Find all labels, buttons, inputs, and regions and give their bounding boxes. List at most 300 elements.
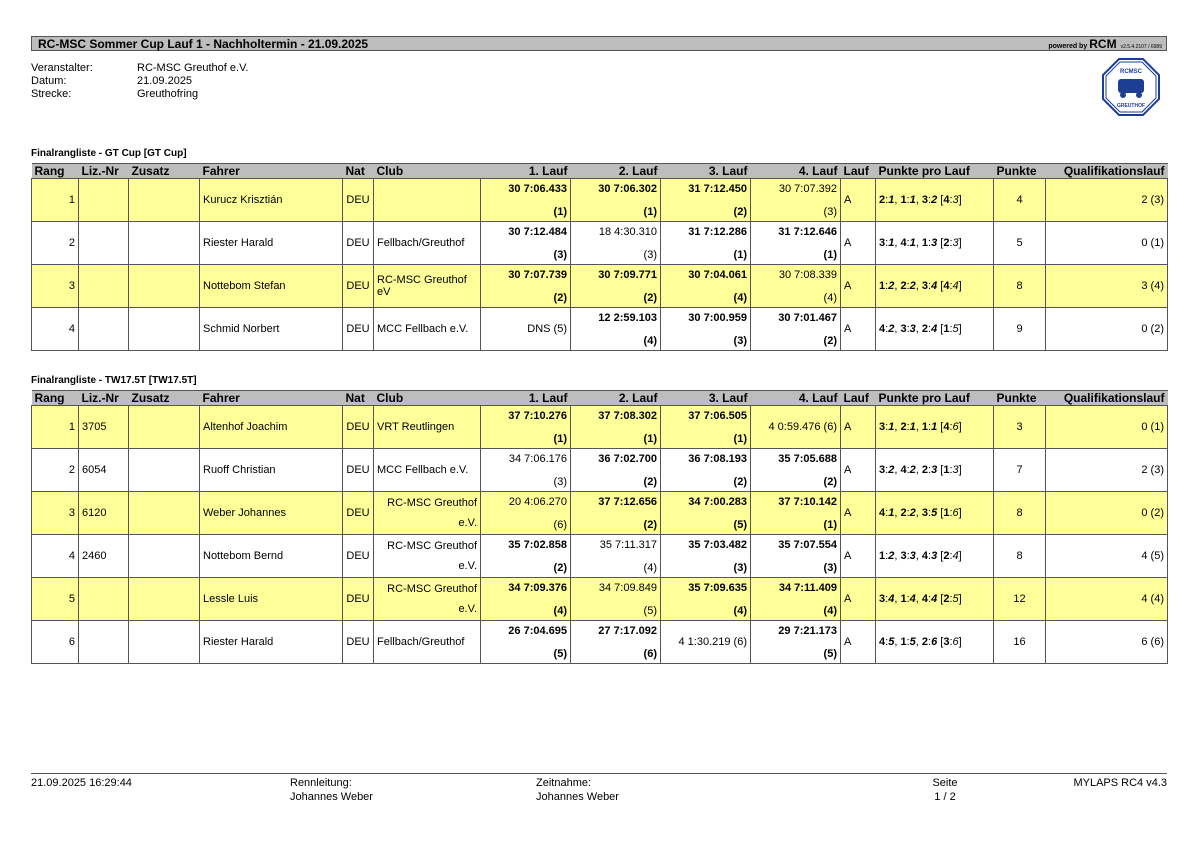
- page-footer: [31, 773, 1167, 803]
- meta-key: Strecke:: [31, 88, 72, 100]
- points-per-heat-text: 1:2, 3:3, 4:3 [2:4]: [879, 550, 962, 562]
- lap-time: 4 0:59.476 (6): [768, 421, 837, 433]
- table-row: [32, 449, 1168, 492]
- points-per-heat: [876, 308, 994, 351]
- lap-position: (3): [733, 335, 747, 347]
- lap-result: [571, 535, 661, 578]
- svg-text:RCMSC: RCMSC: [1120, 69, 1142, 75]
- car-icon: [1118, 79, 1144, 93]
- points-per-heat-text: 4:1, 2:2, 3:5 [1:6]: [879, 507, 962, 519]
- driver-name: Riester Harald: [200, 621, 343, 664]
- lap-position: (1): [553, 433, 567, 445]
- column-header: 2. Lauf: [571, 391, 661, 406]
- meta-value: RC-MSC Greuthof e.V.: [137, 62, 249, 74]
- page-title: RC-MSC Sommer Cup Lauf 1 - Nachholtermin - 21.09.2025: [38, 37, 369, 51]
- total-points: 9: [994, 308, 1046, 351]
- points-per-heat-text: 2:1, 1:1, 3:2 [4:3]: [879, 194, 962, 206]
- lap-position: (3): [643, 249, 657, 261]
- lap-time: 36 7:02.700: [598, 453, 657, 465]
- points-per-heat: [876, 406, 994, 449]
- lap-position: (2): [643, 519, 657, 531]
- lap-time: 30 7:01.467: [778, 312, 837, 324]
- lap-result: [481, 492, 571, 535]
- zusatz: [129, 308, 200, 351]
- meta-key: Datum:: [31, 75, 67, 87]
- total-points: 4: [994, 179, 1046, 222]
- print-timestamp: 21.09.2025 16:29:44: [31, 777, 132, 789]
- points-per-heat-text: 4:2, 3:3, 2:4 [1:5]: [879, 323, 962, 335]
- points-per-heat: [876, 492, 994, 535]
- lap-result: [481, 621, 571, 664]
- lap-result: [481, 222, 571, 265]
- driver-name: Lessle Luis: [200, 578, 343, 621]
- lap-position: (4): [553, 605, 567, 617]
- final-heat: A: [841, 308, 876, 351]
- driver-name: Weber Johannes: [200, 492, 343, 535]
- lap-time: 34 7:09.376: [508, 582, 567, 594]
- license-number: [79, 222, 129, 265]
- column-header: Club: [374, 391, 481, 406]
- license-number: [79, 621, 129, 664]
- column-header: Punkte pro Lauf: [876, 391, 994, 406]
- nationality: DEU: [343, 222, 374, 265]
- zeitnahme-label: Zeitnahme:: [536, 777, 592, 789]
- qualifying-result: 3 (4): [1046, 265, 1168, 308]
- total-points: 8: [994, 535, 1046, 578]
- meta-value: 21.09.2025: [137, 75, 193, 87]
- software-version: MYLAPS RC4 v4.3: [1073, 777, 1167, 789]
- seite-value: 1 / 2: [934, 791, 956, 803]
- lap-time: 37 7:06.505: [688, 410, 747, 422]
- lap-position: (4): [733, 605, 747, 617]
- rank: 2: [32, 449, 79, 492]
- column-header: 4. Lauf: [751, 391, 841, 406]
- lap-position: (2): [733, 206, 747, 218]
- zusatz: [129, 449, 200, 492]
- lap-time: 35 7:05.688: [778, 453, 837, 465]
- lap-time: 12 2:59.103: [598, 312, 657, 324]
- lap-position: (5): [733, 519, 747, 531]
- nationality: DEU: [343, 492, 374, 535]
- lap-position: (1): [733, 433, 747, 445]
- lap-result: [571, 578, 661, 621]
- points-per-heat-text: 3:1, 2:1, 1:1 [4:6]: [879, 421, 962, 433]
- points-per-heat: [876, 578, 994, 621]
- final-heat: A: [841, 222, 876, 265]
- nationality: DEU: [343, 621, 374, 664]
- lap-time: DNS (5): [527, 323, 567, 335]
- lap-result: [571, 621, 661, 664]
- zusatz: [129, 535, 200, 578]
- powered-by-label: powered by: [1048, 43, 1088, 50]
- table-row: [32, 308, 1168, 351]
- license-number: 6120: [79, 492, 129, 535]
- points-per-heat: [876, 222, 994, 265]
- points-per-heat-text: 3:2, 4:2, 2:3 [1:3]: [879, 464, 962, 476]
- column-header: Liz.-Nr: [79, 164, 129, 179]
- final-heat: A: [841, 265, 876, 308]
- rank: 1: [32, 406, 79, 449]
- final-heat: A: [841, 179, 876, 222]
- column-header: Punkte: [994, 164, 1046, 179]
- club: Fellbach/Greuthof: [374, 621, 481, 664]
- lap-result: [661, 222, 751, 265]
- club: MCC Fellbach e.V.: [374, 449, 481, 492]
- qualifying-result: 0 (1): [1046, 406, 1168, 449]
- license-number: [79, 578, 129, 621]
- table-header: [32, 391, 1168, 406]
- lap-position: (2): [823, 335, 837, 347]
- lap-time: 37 7:10.276: [508, 410, 567, 422]
- lap-position: (3): [823, 206, 837, 218]
- lap-result: [661, 492, 751, 535]
- final-heat: A: [841, 621, 876, 664]
- lap-position: (1): [823, 519, 837, 531]
- lap-result: [661, 578, 751, 621]
- club-logo: [1101, 57, 1161, 117]
- lap-time: 34 7:00.283: [688, 496, 747, 508]
- lap-position: (4): [643, 335, 657, 347]
- lap-result: [751, 492, 841, 535]
- lap-time: 30 7:06.302: [598, 183, 657, 195]
- points-per-heat-text: 3:4, 1:4, 4:4 [2:5]: [879, 593, 962, 605]
- results-table-gt-cup: [31, 163, 1168, 351]
- rennleitung: [290, 776, 373, 804]
- lap-time: 30 7:07.392: [778, 183, 837, 195]
- lap-time: 30 7:04.061: [688, 269, 747, 281]
- qualifying-result: 0 (2): [1046, 492, 1168, 535]
- total-points: 8: [994, 492, 1046, 535]
- lap-result: [481, 578, 571, 621]
- column-header: Fahrer: [200, 164, 343, 179]
- lap-result: [481, 265, 571, 308]
- lap-result: [661, 308, 751, 351]
- license-number: 6054: [79, 449, 129, 492]
- zusatz: [129, 265, 200, 308]
- table-row: [32, 222, 1168, 265]
- final-heat: A: [841, 406, 876, 449]
- lap-time: 34 7:09.849: [598, 582, 657, 594]
- qualifying-result: 2 (3): [1046, 449, 1168, 492]
- lap-result: [571, 492, 661, 535]
- column-header: Zusatz: [129, 164, 200, 179]
- qualifying-result: 4 (5): [1046, 535, 1168, 578]
- lap-position: (2): [823, 476, 837, 488]
- column-header: Nat: [343, 164, 374, 179]
- column-header: Qualifikationslauf: [1046, 164, 1168, 179]
- nationality: DEU: [343, 308, 374, 351]
- powered-by: [1048, 38, 1162, 53]
- lap-result: [751, 621, 841, 664]
- lap-position: (5): [643, 605, 657, 617]
- club: RC-MSC Greuthof e.V.: [374, 535, 481, 578]
- lap-position: (3): [823, 562, 837, 574]
- meta-key: Veranstalter:: [31, 62, 93, 74]
- rank: 5: [32, 578, 79, 621]
- meta-value: Greuthofring: [137, 88, 199, 100]
- version: v2.5.4.2107 / 6989: [1120, 44, 1162, 50]
- lap-position: (4): [823, 292, 837, 304]
- column-header: 1. Lauf: [481, 391, 571, 406]
- lap-result: [751, 179, 841, 222]
- final-heat: A: [841, 578, 876, 621]
- lap-result: [751, 406, 841, 449]
- lap-result: [661, 535, 751, 578]
- club: MCC Fellbach e.V.: [374, 308, 481, 351]
- rennleitung-label: Rennleitung:: [290, 777, 352, 789]
- column-header: 2. Lauf: [571, 164, 661, 179]
- qualifying-result: 2 (3): [1046, 179, 1168, 222]
- column-header: Fahrer: [200, 391, 343, 406]
- table-row: [32, 621, 1168, 664]
- lap-position: (6): [553, 519, 567, 531]
- lap-time: 34 7:11.409: [778, 582, 837, 594]
- nationality: DEU: [343, 406, 374, 449]
- table-row: [32, 406, 1168, 449]
- rank: 4: [32, 308, 79, 351]
- zusatz: [129, 179, 200, 222]
- column-header: Zusatz: [129, 391, 200, 406]
- driver-name: Riester Harald: [200, 222, 343, 265]
- lap-time: 30 7:09.771: [598, 269, 657, 281]
- lap-time: 35 7:09.635: [688, 582, 747, 594]
- lap-result: [481, 308, 571, 351]
- total-points: 8: [994, 265, 1046, 308]
- lap-time: 30 7:06.433: [508, 183, 567, 195]
- points-per-heat-text: 3:1, 4:1, 1:3 [2:3]: [879, 237, 962, 249]
- zusatz: [129, 492, 200, 535]
- column-header: Lauf: [841, 164, 876, 179]
- lap-result: [661, 406, 751, 449]
- column-header: Qualifikationslauf: [1046, 391, 1168, 406]
- lap-time: 4 1:30.219 (6): [678, 636, 747, 648]
- lap-position: (1): [643, 433, 657, 445]
- qualifying-result: 0 (2): [1046, 308, 1168, 351]
- table-row: [32, 535, 1168, 578]
- lap-result: [571, 449, 661, 492]
- lap-position: (5): [823, 648, 837, 660]
- lap-position: (1): [643, 206, 657, 218]
- lap-time: 27 7:17.092: [598, 625, 657, 637]
- rank: 1: [32, 179, 79, 222]
- lap-position: (5): [553, 648, 567, 660]
- lap-time: 30 7:08.339: [778, 269, 837, 281]
- column-header: 3. Lauf: [661, 391, 751, 406]
- lap-result: [751, 535, 841, 578]
- lap-position: (2): [643, 292, 657, 304]
- lap-time: 37 7:12.656: [598, 496, 657, 508]
- lap-result: [661, 265, 751, 308]
- qualifying-result: 4 (4): [1046, 578, 1168, 621]
- lap-time: 30 7:12.484: [508, 226, 567, 238]
- column-header: Rang: [32, 391, 79, 406]
- lap-result: [661, 621, 751, 664]
- lap-time: 35 7:07.554: [778, 539, 837, 551]
- lap-result: [751, 449, 841, 492]
- points-per-heat: [876, 621, 994, 664]
- club: VRT Reutlingen: [374, 406, 481, 449]
- nationality: DEU: [343, 449, 374, 492]
- license-number: [79, 308, 129, 351]
- total-points: 12: [994, 578, 1046, 621]
- lap-result: [661, 179, 751, 222]
- rank: 3: [32, 265, 79, 308]
- table-row: [32, 265, 1168, 308]
- driver-name: Kurucz Krisztián: [200, 179, 343, 222]
- driver-name: Nottebom Stefan: [200, 265, 343, 308]
- driver-name: Altenhof Joachim: [200, 406, 343, 449]
- lap-position: (2): [553, 562, 567, 574]
- lap-result: [571, 406, 661, 449]
- lap-time: 26 7:04.695: [508, 625, 567, 637]
- lap-position: (3): [733, 562, 747, 574]
- lap-position: (4): [643, 562, 657, 574]
- nationality: DEU: [343, 578, 374, 621]
- lap-time: 35 7:02.858: [508, 539, 567, 551]
- column-header: Club: [374, 164, 481, 179]
- lap-result: [481, 449, 571, 492]
- meta-row: [31, 88, 248, 101]
- lap-result: [571, 179, 661, 222]
- qualifying-result: 0 (1): [1046, 222, 1168, 265]
- club: Fellbach/Greuthof: [374, 222, 481, 265]
- total-points: 16: [994, 621, 1046, 664]
- lap-result: [481, 535, 571, 578]
- meta-row: [31, 62, 248, 75]
- lap-time: 31 7:12.286: [688, 226, 747, 238]
- brand-name: RCM: [1089, 37, 1117, 51]
- table-header: [32, 164, 1168, 179]
- lap-result: [481, 406, 571, 449]
- column-header: 1. Lauf: [481, 164, 571, 179]
- table-row: [32, 492, 1168, 535]
- driver-name: Schmid Norbert: [200, 308, 343, 351]
- lap-result: [751, 308, 841, 351]
- results-table-tw175t: [31, 390, 1168, 664]
- club: [374, 179, 481, 222]
- column-header: Liz.-Nr: [79, 391, 129, 406]
- lap-position: (1): [733, 249, 747, 261]
- lap-time: 35 7:11.317: [599, 539, 657, 551]
- nationality: DEU: [343, 535, 374, 578]
- total-points: 3: [994, 406, 1046, 449]
- points-per-heat-text: 1:2, 2:2, 3:4 [4:4]: [879, 280, 962, 292]
- lap-time: 37 7:10.142: [778, 496, 837, 508]
- rank: 3: [32, 492, 79, 535]
- lap-position: (1): [553, 206, 567, 218]
- club: RC-MSC Greuthof e.V.: [374, 492, 481, 535]
- points-per-heat: [876, 265, 994, 308]
- lap-result: [751, 265, 841, 308]
- zusatz: [129, 406, 200, 449]
- meta-row: [31, 75, 248, 88]
- qualifying-result: 6 (6): [1046, 621, 1168, 664]
- club: RC-MSC Greuthof e.V.: [374, 578, 481, 621]
- column-header: 4. Lauf: [751, 164, 841, 179]
- zeitnahme-name: Johannes Weber: [536, 791, 619, 803]
- rank: 2: [32, 222, 79, 265]
- lap-position: (3): [553, 476, 567, 488]
- lap-position: (2): [553, 292, 567, 304]
- points-per-heat-text: 4:5, 1:5, 2:6 [3:6]: [879, 636, 962, 648]
- lap-result: [751, 222, 841, 265]
- rank: 4: [32, 535, 79, 578]
- event-meta: [31, 62, 248, 101]
- lap-position: (4): [823, 605, 837, 617]
- final-heat: A: [841, 492, 876, 535]
- license-number: [79, 179, 129, 222]
- zusatz: [129, 578, 200, 621]
- lap-position: (4): [733, 292, 747, 304]
- zeitnahme: [536, 776, 619, 804]
- column-header: 3. Lauf: [661, 164, 751, 179]
- lap-time: 36 7:08.193: [688, 453, 747, 465]
- title-bar: [31, 36, 1167, 51]
- nationality: DEU: [343, 265, 374, 308]
- lap-result: [571, 265, 661, 308]
- rank: 6: [32, 621, 79, 664]
- license-number: 2460: [79, 535, 129, 578]
- zusatz: [129, 222, 200, 265]
- table-row: [32, 578, 1168, 621]
- section-title-tw175t: Finalrangliste - TW17.5T [TW17.5T]: [31, 375, 197, 386]
- column-header: Punkte: [994, 391, 1046, 406]
- license-number: [79, 265, 129, 308]
- nationality: DEU: [343, 179, 374, 222]
- lap-time: 20 4:06.270: [508, 496, 567, 508]
- points-per-heat: [876, 449, 994, 492]
- lap-result: [571, 222, 661, 265]
- lap-position: (3): [553, 249, 567, 261]
- lap-time: 18 4:30.310: [598, 226, 657, 238]
- lap-time: 37 7:08.302: [598, 410, 657, 422]
- lap-time: 31 7:12.646: [778, 226, 837, 238]
- table-row: [32, 179, 1168, 222]
- section-title-gt-cup: Finalrangliste - GT Cup [GT Cup]: [31, 148, 187, 159]
- final-heat: A: [841, 449, 876, 492]
- lap-time: 30 7:00.959: [688, 312, 747, 324]
- column-header: Lauf: [841, 391, 876, 406]
- column-header: Nat: [343, 391, 374, 406]
- license-number: 3705: [79, 406, 129, 449]
- lap-position: (2): [733, 476, 747, 488]
- lap-time: 34 7:06.176: [508, 453, 567, 465]
- lap-time: 35 7:03.482: [688, 539, 747, 551]
- points-per-heat: [876, 535, 994, 578]
- total-points: 5: [994, 222, 1046, 265]
- final-heat: A: [841, 535, 876, 578]
- lap-time: 29 7:21.173: [778, 625, 837, 637]
- club: RC-MSC Greuthof eV: [374, 265, 481, 308]
- lap-position: (1): [823, 249, 837, 261]
- column-header: Rang: [32, 164, 79, 179]
- lap-result: [571, 308, 661, 351]
- points-per-heat: [876, 179, 994, 222]
- rennleitung-name: Johannes Weber: [290, 791, 373, 803]
- lap-position: (2): [643, 476, 657, 488]
- seite-label: Seite: [932, 777, 958, 789]
- lap-time: 30 7:07.739: [508, 269, 567, 281]
- driver-name: Nottebom Bernd: [200, 535, 343, 578]
- lap-result: [661, 449, 751, 492]
- total-points: 7: [994, 449, 1046, 492]
- column-header: Punkte pro Lauf: [876, 164, 994, 179]
- zusatz: [129, 621, 200, 664]
- svg-text:GREUTHOF: GREUTHOF: [1116, 103, 1146, 109]
- lap-time: 31 7:12.450: [688, 183, 747, 195]
- page-number: [930, 776, 960, 804]
- driver-name: Ruoff Christian: [200, 449, 343, 492]
